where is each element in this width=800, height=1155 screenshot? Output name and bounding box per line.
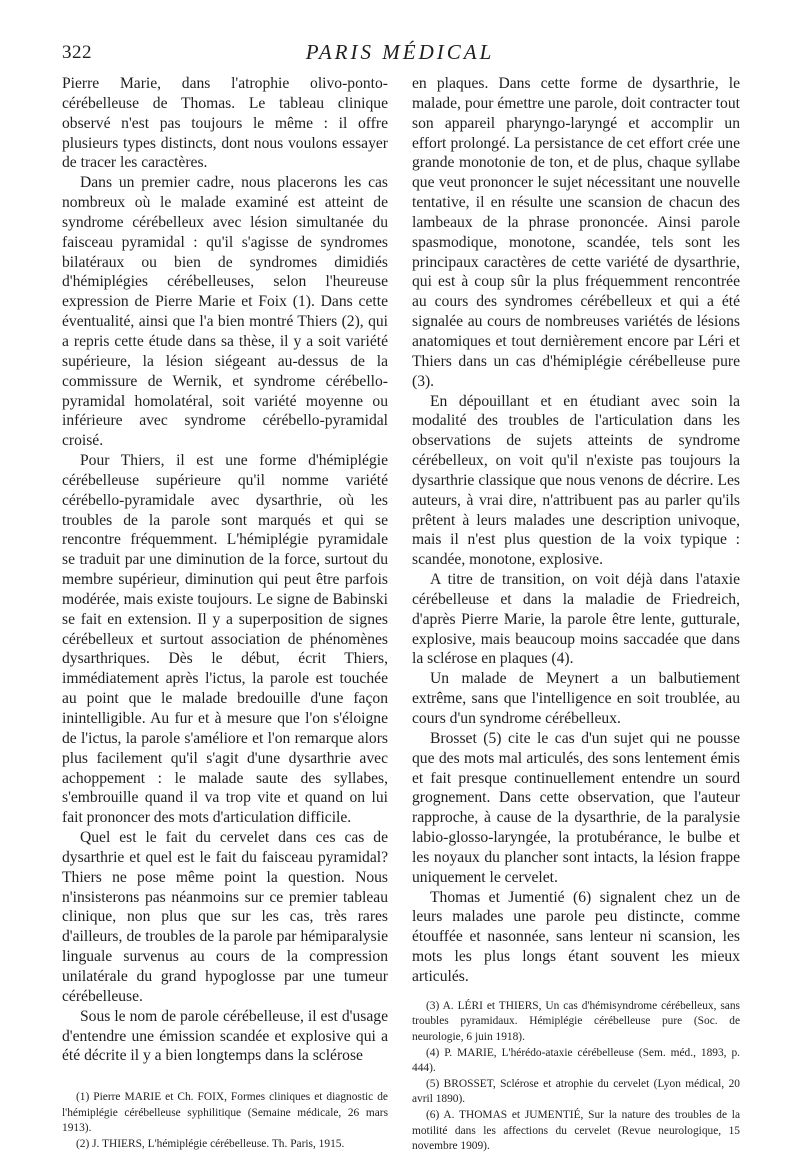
- body-paragraph: Pierre Marie, dans l'atrophie olivo-ponto-cérébelleuse de Thomas. Le tableau clinique observé n'est pas toujours le même : il offre plusieurs types distincts, dont nous voulons essayer de tracer les caractères.: [62, 75, 388, 172]
- page-number: 322: [62, 42, 92, 63]
- body-paragraph: Brosset (5) cite le cas d'un sujet qui ne pousse que des mots mal articulés, des sons lentement émis et fait presque continuellement entendre un sourd grognement. Dans cette observation, que l'auteur rapproche, à cause de la dysarthrie, de la paralysie labio-glosso-laryngée, la protubérance, le bulbe et les noyaux du plancher sont intacts, la lésion frappe uniquement le cervelet.: [412, 729, 740, 886]
- footnotes-right: [412, 999, 740, 1155]
- footnotes-left: [62, 1090, 388, 1152]
- body-paragraph: Thomas et Jumentié (6) signalent chez un de leurs malades une parole peu distincte, comme étouffée et nasonnée, sans lenteur ni scansion, les mots les plus longs étant souvent les mieux articulés.: [412, 888, 740, 985]
- footnote: (3) A. LÉRI et THIERS, Un cas d'hémisyndrome cérébelleux, sans troubles pyramidaux. Hémiplégie cérébelleuse pure (Soc. de neurologie, 6 juin 1918).: [412, 999, 740, 1043]
- left-column: [62, 74, 388, 1153]
- running-title: PARIS MÉDICAL: [305, 40, 495, 64]
- body-paragraph: Quel est le fait du cervelet dans ces cas de dysarthrie et quel est le fait du faisceau pyramidal? Thiers ne pose même point la question. Nous n'insisterons pas néanmoins sur ce premier tableau clinique, non plus que sur les cas, très rares d'ailleurs, de troubles de la parole par hémiparalysie linguale survenus au cours de la compression unilatérale du grand hypoglosse par une tumeur cérébelleuse.: [62, 829, 388, 1005]
- body-paragraph: Pour Thiers, il est une forme d'hémiplégie cérébelleuse supérieure qu'il nomme variété cérébello-pyramidale avec dysarthrie, où les troubles de la parole sont marqués et qui se rencontre fréquemment. L'hémiplégie pyramidale se traduit par une diminution de la force, surtout du membre supérieur, diminution qui peut être parfois modérée, mais existe toujours. Le signe de Babinski se fait en extension. Il y a superposition de signes cérébelleux et surtout association de phénomènes dysarthriques. Dès le début, écrit Thiers, immédiatement après l'ictus, la parole est touchée au point que le malade bredouille d'une façon inintelligible. Au fur et à mesure que l'on s'éloigne de l'ictus, la parole s'améliore et l'on remarque alors plus facilement qu'il s'agit d'une dysarthrie avec achoppement : le malade saute des syllabes, s'embrouille quand il va trop vite et quand on lui fait prononcer des mots d'articulation difficile.: [62, 452, 388, 827]
- body-paragraph: en plaques. Dans cette forme de dysarthrie, le malade, pour émettre une parole, doit contracter tout son appareil pharyngo-laryngé et accomplir un effort prolongé. La persistance de cet effort crée une grande monotonie de ton, et de plus, chaque syllabe que veut prononcer le sujet nécessitant une nouvelle tentative, il en résulte une scansion de chacun des lambeaux de la phrase prononcée. Ainsi parole spasmodique, monotone, scandée, tels sont les principaux caractères de cette variété de dysarthrie, qui est à coup sûr la plus fréquemment rencontrée au cours des syndromes cérébelleux et qui a été signalée au cours de nombreuses variétés de lésions anatomiques et tout dernièrement encore par Léri et Thiers dans un cas d'hémiplégie cérébelleuse pure (3).: [412, 75, 740, 390]
- body-paragraph: A titre de transition, on voit déjà dans l'ataxie cérébelleuse et dans la maladie de Friedreich, d'après Pierre Marie, la parole être lente, gutturale, explosive, mais beaucoup moins saccadée que dans la sclérose en plaques (4).: [412, 571, 740, 668]
- footnote: (1) Pierre MARIE et Ch. FOIX, Formes cliniques et diagnostic de l'hémiplégie cérébelleuse syphilitique (Semaine médicale, 26 mars 1913).: [62, 1091, 388, 1135]
- right-column: [412, 74, 740, 1155]
- footnote: (4) P. MARIE, L'hérédo-ataxie cérébelleuse (Sem. méd., 1893, p. 444).: [412, 1046, 740, 1075]
- footnote: (6) A. THOMAS et JUMENTIÉ, Sur la nature des troubles de la motilité dans les affections du cervelet (Revue neurologique, 15 novembre 1909).: [412, 1108, 740, 1153]
- body-paragraph: Dans un premier cadre, nous placerons les cas nombreux où le malade examiné est atteint de syndrome cérébelleux avec lésion simultanée du faisceau pyramidal : qu'il s'agisse de syndromes bilatéraux ou bien de syndromes dimidiés d'hémiplégies cérébelleuses, selon l'heureuse expression de Pierre Marie et Foix (1). Dans cette éventualité, ainsi que l'a bien montré Thiers (2), qui a repris cette étude dans sa thèse, il y a soit variété supérieure, la lésion siégeant au-dessus de la commissure de Wernik, et syndrome cérébello-pyramidal homolatéral, soit variété moyenne ou inférieure avec syndrome cérébello-pyramidal croisé.: [62, 174, 388, 450]
- body-paragraph: Sous le nom de parole cérébelleuse, il est d'usage d'entendre une émission scandée et explosive qui a été décrite il y a bien longtemps dans la sclérose: [62, 1007, 388, 1065]
- page-header: [0, 38, 800, 68]
- body-paragraph: Un malade de Meynert a un balbutiement extrême, sans que l'intelligence en soit troublée, au cours d'un syndrome cérébelleux.: [412, 670, 740, 727]
- footnote: (2) J. THIERS, L'hémiplégie cérébelleuse. Th. Paris, 1915.: [76, 1137, 345, 1150]
- footnote: (5) BROSSET, Sclérose et atrophie du cervelet (Lyon médical, 20 avril 1890).: [412, 1077, 740, 1106]
- body-paragraph: En dépouillant et en étudiant avec soin la modalité des troubles de l'articulation dans les observations de sujets atteints de syndrome cérébelleux, on voit qu'il n'existe pas toujours la dysarthrie classique que nous venons de décrire. Les auteurs, à vrai dire, n'attribuent pas au parler qu'ils prêtent à leurs malades une description univoque, mais il n'est plus question de la voix typique : scandée, monotone, explosive.: [412, 392, 740, 569]
